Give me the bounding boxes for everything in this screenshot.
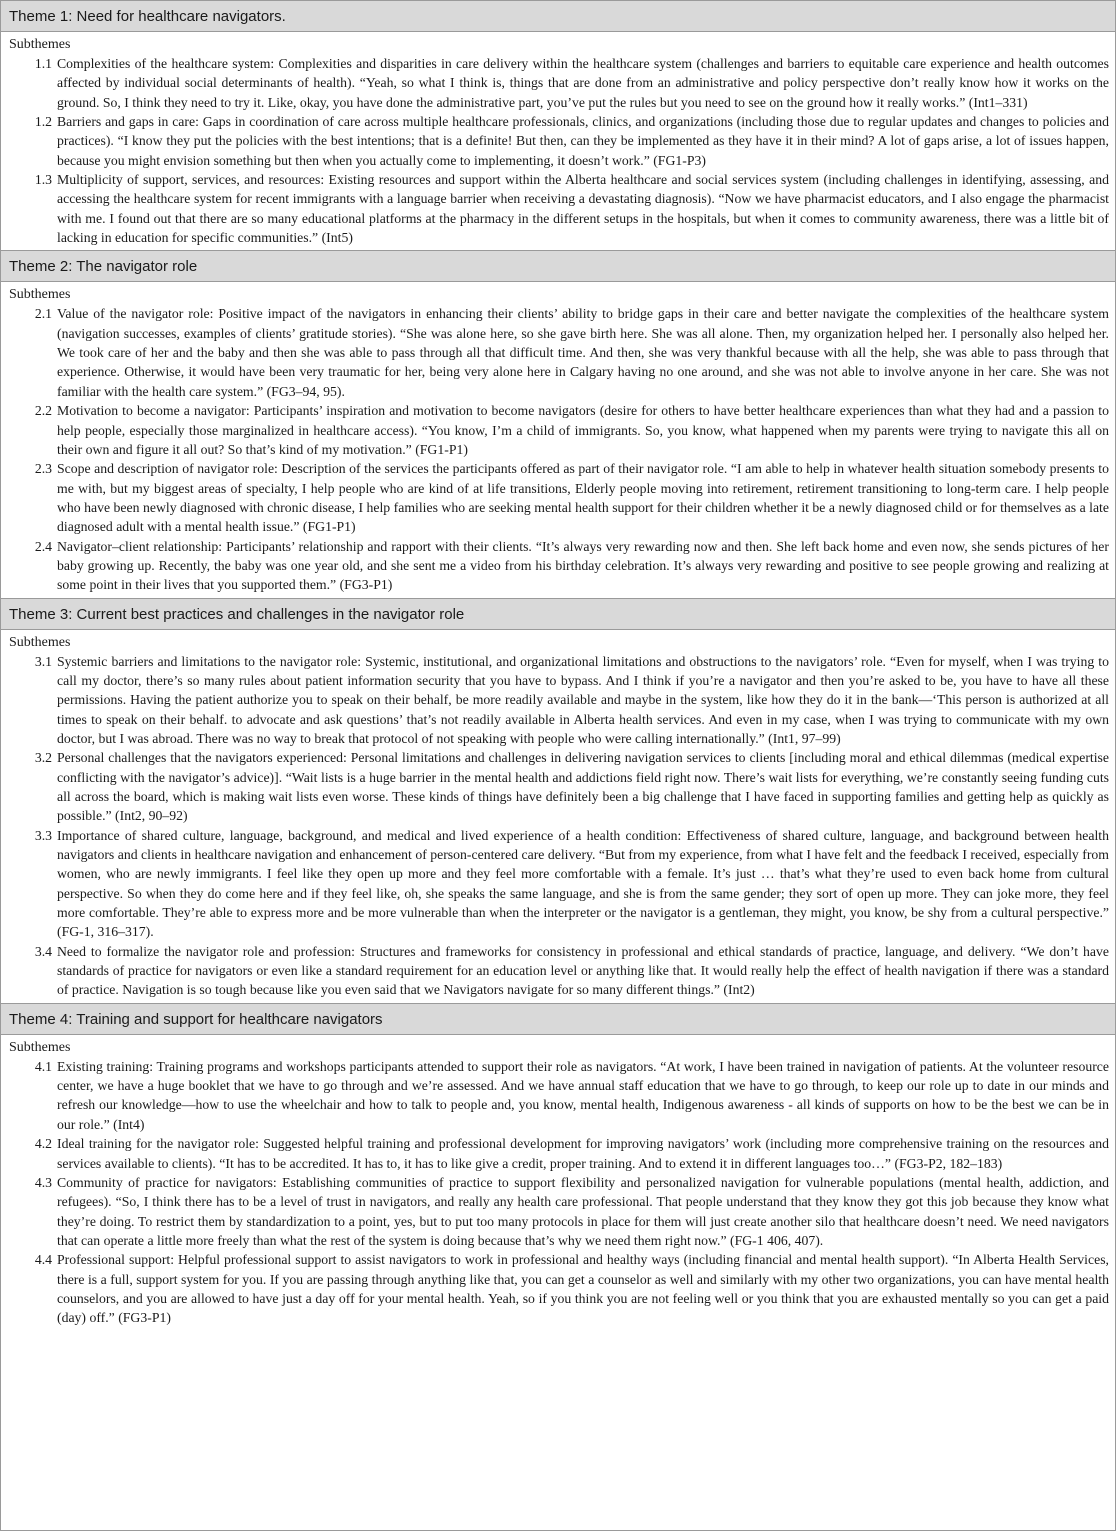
subtheme-2-2 <box>9 401 1109 459</box>
subtheme-number: 4.1 <box>34 1058 52 1074</box>
subtheme-2-3 <box>9 459 1109 536</box>
subtheme-3-2 <box>9 748 1109 825</box>
subtheme-text: Barriers and gaps in care: Gaps in coordination of care across multiple healthcare professionals, clinics, and organizations (including those due to regular updates and changes to policies and practices). “I know they put the policies with the best intentions; that is a definite! But then, can they be implemented as they have it in their mind? A lot of gaps arise, a lot of issues happen, because you might envision something but then when you actually come to implementing, it doesn’t work.” (FG1-P3) <box>57 114 1109 168</box>
theme-3 <box>1 599 1115 1004</box>
subtheme-text: Motivation to become a navigator: Participants’ inspiration and motivation to become navigators (desire for others to have better healthcare experiences than what they had and a passion to help people, especially those marginalized in healthcare access). “You know, I’m a child of immigrants. So, you know, what happened when my parents were trying to navigate this all on their own and figure it all out? So that’s kind of my motivation.” (FG1-P1) <box>57 403 1109 457</box>
subtheme-4-1 <box>9 1057 1109 1134</box>
theme-1 <box>1 1 1115 251</box>
subtheme-number: 1.3 <box>34 172 52 188</box>
subtheme-text: Navigator–client relationship: Participants’ relationship and rapport with their clients. “It’s always very rewarding now and then. She left back home and even now, she sends pictures of her baby growing up. Recently, the baby was one year old, and she sent me a video from his birthday celebration. It’s always very rewarding and positive to see people growing and realizing at some point in their lives that you supported them.” (FG3-P1) <box>57 538 1109 593</box>
subtheme-3-1 <box>9 652 1109 749</box>
subtheme-number: 2.3 <box>34 461 52 477</box>
subtheme-number: 3.3 <box>34 827 52 843</box>
theme-body <box>1 282 1115 597</box>
subtheme-number: 1.2 <box>34 114 52 130</box>
theme-header: Theme 4: Training and support for healthcare navigators <box>1 1004 1115 1035</box>
subtheme-text: Multiplicity of support, services, and resources: Existing resources and support within the Alberta healthcare and social services system (including challenges in identifying, assessing, and accessing the healthcare system for recent immigrants with a language barrier when receiving a devastating diagnosis). “Now we have pharmacist educators, and I also engage the pharmacist with me. I found out that there are so many educational platforms at the pharmacy in the different setups in the hospitals, but when it comes to community awareness, there was a little bit of lacking in education for specific communities.” (Int5) <box>57 172 1109 246</box>
subtheme-text: Ideal training for the navigator role: Suggested helpful training and professional development for improving navigators’ work (including more comprehensive training on the resources and services available to clients). “It has to be accredited. It has to, it has to like give a credit, proper training. And to extend it in different languages too…” (FG3-P2, 182–183) <box>57 1136 1109 1171</box>
theme-header: Theme 3: Current best practices and challenges in the navigator role <box>1 599 1115 630</box>
theme-body <box>1 32 1115 250</box>
theme-header: Theme 1: Need for healthcare navigators. <box>1 1 1115 32</box>
subtheme-number: 3.4 <box>34 943 52 959</box>
subthemes-label: Subthemes <box>9 37 71 52</box>
subtheme-1-2 <box>9 112 1109 170</box>
theme-4 <box>1 1004 1115 1530</box>
subtheme-text: Importance of shared culture, language, background, and medical and lived experience of a health condition: Effectiveness of shared culture, language, and background between health navigators and clients in healthcare navigation and enhancement of person-centered care delivery. “But from my experience, from what I have felt and the feedback I received, especially from women, who are newly immigrants. I feel like they open up more and they feel more comfortable with a female. It’s just … that’s what they’re used to even back home from cultural perspective. So when they do come here and if they feel like, oh, she speaks the same language, and she is from the same gender; they sort of open up more. They can joke more, they feel more comfortable. They’re able to express more and be more vulnerable than when the interpreter or the navigator is a gentleman, they might, you know, be shy from a cultural perspective.” (FG-1, 316–317). <box>57 827 1109 940</box>
subtheme-1-1 <box>9 54 1109 112</box>
subtheme-text: Personal challenges that the navigators experienced: Personal limitations and challenges in delivering navigation services to clients [including moral and ethical dilemmas (medical expertise conflicting with the navigator’s advice)]. “Wait lists is a huge barrier in the mental health and addictions field right now. There’s wait lists for everything, we’re constantly seeing funding cuts all across the board, which is making wait lists even worse. These kinds of things have definitely been a big challenge that I have faced in supporting families and getting help as quickly as possible.” (Int2, 90–92) <box>57 750 1109 824</box>
subtheme-1-3 <box>9 170 1109 247</box>
subtheme-3-3 <box>9 826 1109 942</box>
subtheme-4-3 <box>9 1173 1109 1250</box>
subtheme-number: 4.3 <box>34 1174 52 1190</box>
subtheme-text: Existing training: Training programs and workshops participants attended to support their role as navigators. “At work, I have been trained in navigation of patients. At the volunteer resource center, we have a huge booklet that we have to go through and we’re assessed. And we have annual staff education that we have to go through, to keep our role up to date in our minds and refresh our knowledge—how to use the wheelchair and how to talk to people and, you know, mental health, Indigenous awareness - all kinds of supports on how to be the best we can be in our role.” (Int4) <box>57 1058 1109 1132</box>
subthemes-label: Subthemes <box>9 634 71 650</box>
theme-header: Theme 2: The navigator role <box>1 251 1115 282</box>
subtheme-number: 2.2 <box>34 403 52 419</box>
subtheme-number: 3.1 <box>34 653 52 669</box>
subtheme-4-2 <box>9 1134 1109 1173</box>
subtheme-text: Complexities of the healthcare system: Complexities and disparities in care delivery within the healthcare system (challenges and barriers to equitable care experience and health outcomes affected by individual social determinants of health). “Yeah, so what I think is, things that are done from an administrative and policy perspective don’t really know how it works on the ground. So, I think they need to try it. Like, okay, you have done the administrative part, you’ve put the rules but you need to see on the ground how it really works.” (Int1–331) <box>57 56 1109 110</box>
subtheme-number: 4.2 <box>34 1136 52 1152</box>
subtheme-4-4 <box>9 1250 1109 1327</box>
theme-body <box>1 1035 1115 1331</box>
subtheme-text: Value of the navigator role: Positive impact of the navigators in enhancing their clients’ ability to bridge gaps in their care and better navigate the complexities of the healthcare system (navigation successes, examples of clients’ gratitude stories). “She was alone here, so she gave birth here. She was all alone. Then, my organization helped her. I personally also helped her. We took care of her and the baby and then she was able to pass through all that difficult time. And then, she was very thankful because with all the help, she was able to pass through that experience. Otherwise, it would have been very traumatic for her, being very alone here in Calgary having no one around, and she was not able to involve anyone in her care. She was not familiar with the health care system.” (FG3–94, 95). <box>57 306 1109 399</box>
subtheme-text: Need to formalize the navigator role and profession: Structures and frameworks for consistency in professional and ethical standards of practice, language, and delivery. “We don’t have standards of practice for navigators or even like a standard requirement for an education level or anything like that. It would really help the effect of health navigation if there was a standard of practice. Navigation is so tough because like you even said that we Navigators navigate for so many different things.” (Int2) <box>57 943 1109 998</box>
subthemes-label: Subthemes <box>9 287 71 303</box>
subtheme-3-4 <box>9 942 1109 1000</box>
subtheme-number: 4.4 <box>34 1252 52 1268</box>
subtheme-2-1 <box>9 304 1109 401</box>
subtheme-number: 2.4 <box>34 538 52 554</box>
subtheme-text: Systemic barriers and limitations to the navigator role: Systemic, institutional, and organizational limitations and obstructions to the navigators’ role. “Even for myself, when I was trying to call my doctor, there’s so many rules about patient information security that you have to bypass. And I think if you’re a navigator and then you’re asked to be, you have to have all these permissions. Having the patient authorize you to speak on their behalf, be more readily available and maybe in the system, like how they do it in the bank—‘This person is authorized at all times to speak on their behalf. to advocate and ask questions’ that’s not readily available in Alberta health services. And even in my case, when I was trying to communicate with my own doctor, but I was abroad. There was no way to break that protocol of not speaking with people who were calling internationally.” (Int1, 97–99) <box>57 653 1109 746</box>
subtheme-2-4 <box>9 537 1109 595</box>
theme-body <box>1 630 1115 1003</box>
theme-2 <box>1 251 1115 598</box>
subtheme-number: 3.2 <box>34 750 52 766</box>
subtheme-number: 1.1 <box>34 56 52 71</box>
subthemes-label: Subthemes <box>9 1039 71 1055</box>
subtheme-text: Community of practice for navigators: Establishing communities of practice to support flexibility and personalized navigation for vulnerable populations (mental health, addiction, and refugees). “So, I think there has to be a level of trust in navigators, and really any health care professional. That people understand that they know they got this job because they know what they’re doing. To restrict them by standardization to a point, yes, but to put too many protocols in place for them will just create another silo that healthcare doesn’t need. We need navigators that can operate a little more freely than what the rest of the system is doing because that’s why we need them right now.” (FG-1 406, 407). <box>57 1174 1109 1248</box>
subtheme-text: Scope and description of navigator role: Description of the services the participants offered as part of their navigator role. “I am able to help in whatever health situation somebody presents to me with, but my biggest areas of specialty, I help people who are kind of at life transitions, Elderly people moving into retirement, retirement transitioning to long-term care. I help people who have been newly diagnosed with chronic disease, I help families who are seeking mental health support for their children whether it be a newly diagnosed child or for themselves as a late diagnosed adult with a mental health issue.” (FG1-P1) <box>57 461 1109 535</box>
subtheme-number: 2.1 <box>34 306 52 322</box>
subtheme-text: Professional support: Helpful professional support to assist navigators to work in professional and healthy ways (including financial and mental health support). “In Alberta Health Services, there is a full, support system for you. If you are passing through anything like that, you can get a counselor as well and similarly with my other two organizations, you can have mental health counselors, and you are allowed to have just a day off for your mental health. Yeah, so if you think you are not feeling well or you think that you are exhausted mentally so you can get a paid (day) off.” (FG3-P1) <box>57 1252 1109 1326</box>
